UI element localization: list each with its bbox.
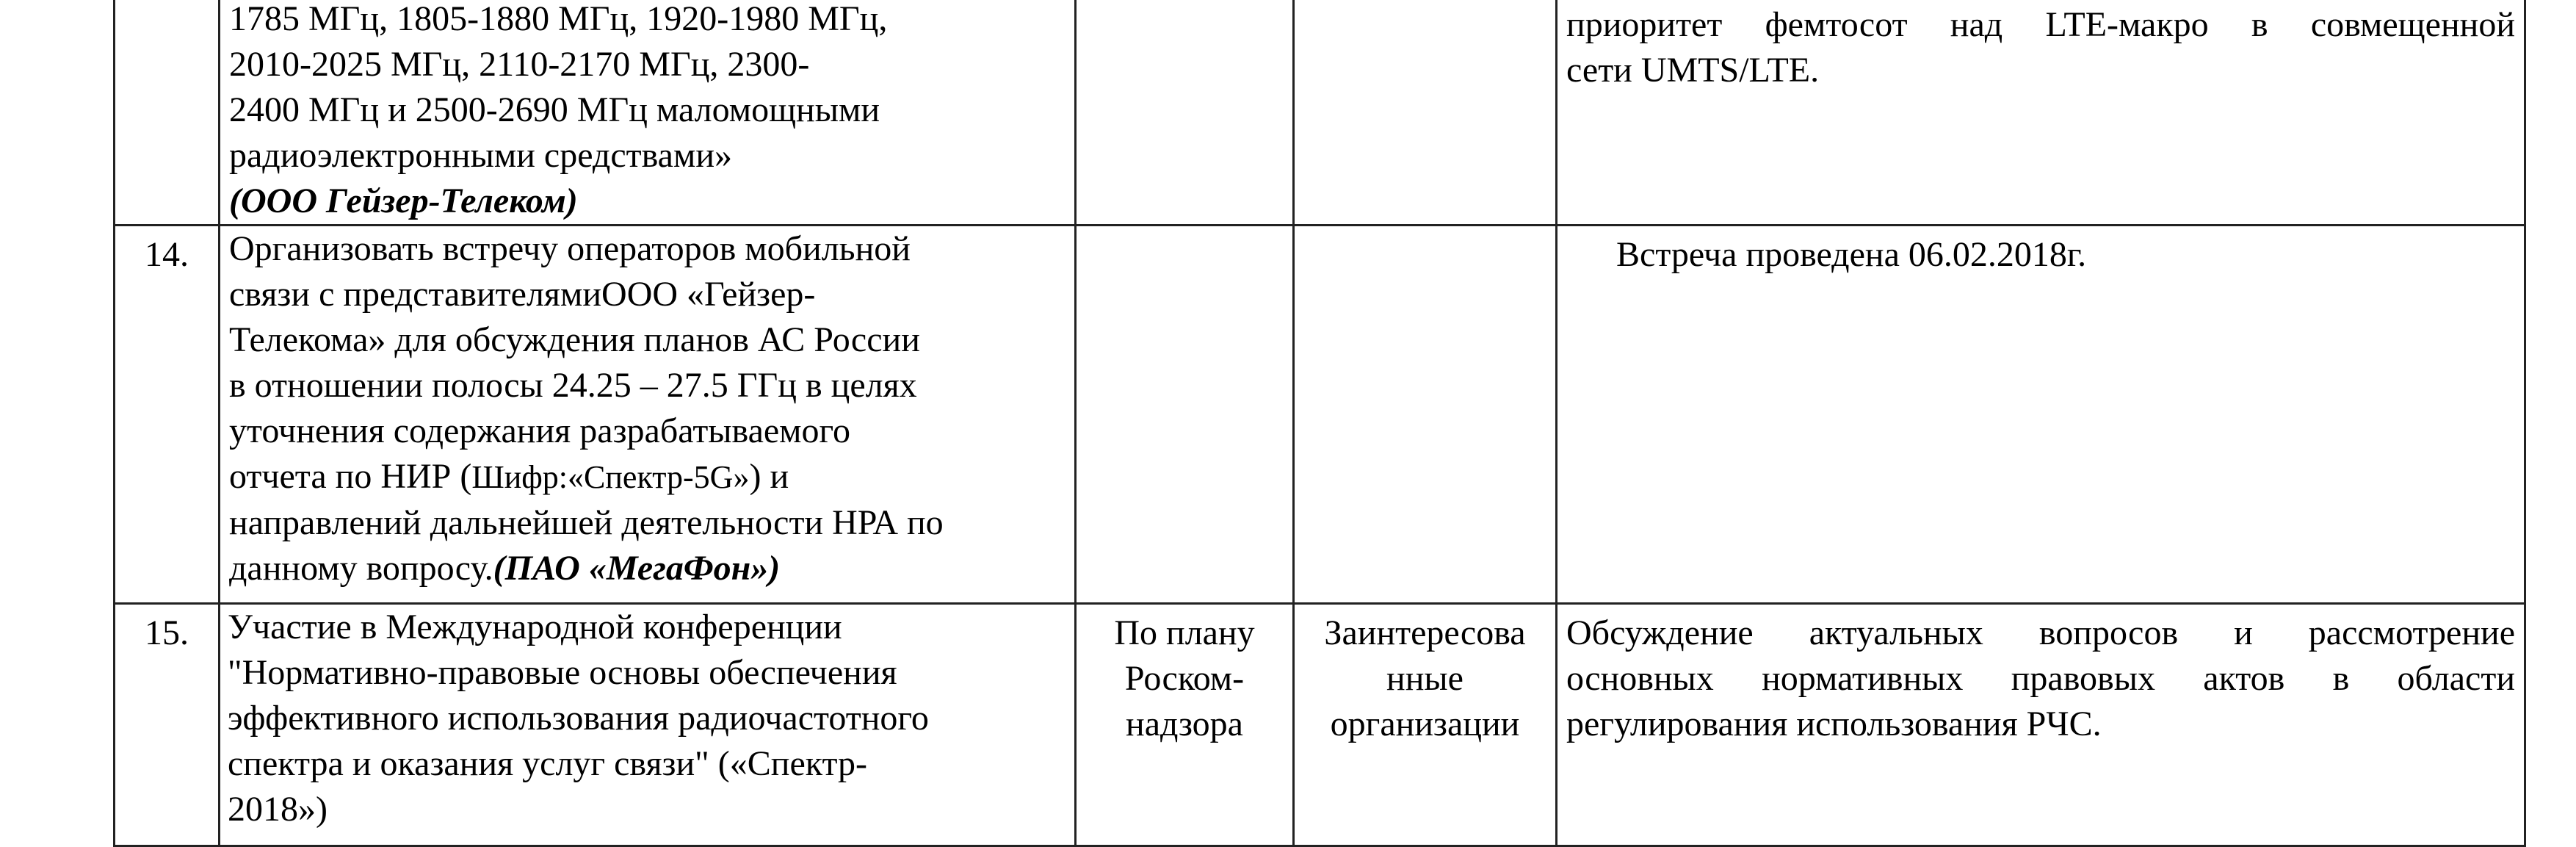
- event-name-fragment: ) и: [749, 457, 789, 496]
- participants-line: организации: [1330, 704, 1520, 743]
- event-name-line: 2400 МГц и 2500-2690 МГц маломощными: [229, 90, 880, 129]
- time-cell: [1076, 226, 1294, 604]
- row-number-cell: [115, 226, 220, 604]
- event-name-line: 2018»): [228, 790, 328, 829]
- meeting-plan-table: [113, 0, 2526, 847]
- participants-line: Заинтересова: [1324, 613, 1526, 652]
- participants-cell: [1294, 0, 1557, 226]
- table-row: [115, 604, 2525, 846]
- result-line: сети UMTS/LTE.: [1566, 51, 1820, 90]
- participants-cell: [1294, 604, 1557, 846]
- event-name-line: радиоэлектронными средствами»: [229, 136, 733, 175]
- event-name-fragment: данному вопросу.: [229, 549, 493, 588]
- table-row: [115, 0, 2525, 226]
- event-name-cell: [220, 226, 1076, 604]
- event-organization: (ПАО «МегаФон»): [493, 549, 781, 588]
- time-cell: [1076, 604, 1294, 846]
- event-name-line: связи с представителямиООО «Гейзер-: [229, 275, 816, 314]
- event-name-line: [229, 454, 1066, 500]
- event-name-line: 2010-2025 МГц, 2110-2170 МГц, 2300-: [229, 45, 810, 84]
- event-organization: (ООО Гейзер-Телеком): [229, 181, 578, 220]
- event-name-line: в отношении полосы 24.25 – 27.5 ГГц в целях: [229, 366, 917, 405]
- event-name-cell: [220, 0, 1076, 226]
- row-number-cell: [115, 604, 220, 846]
- row-number: 15.: [145, 613, 189, 652]
- table-row: [115, 226, 2525, 604]
- result-line: приоритет фемтосот над LTE-макро в совмещенной: [1566, 5, 2515, 44]
- event-name-cell: [220, 604, 1076, 846]
- result-text: Встреча проведена 06.02.2018г.: [1616, 235, 2087, 274]
- event-name-line: уточнения содержания разрабатываемого: [229, 411, 851, 450]
- event-name-fragment: отчета по НИР (: [229, 457, 472, 496]
- event-name-line: эффективного использования радиочастотного: [228, 699, 929, 738]
- event-name-line: спектра и оказания услуг связи" («Спектр-: [228, 744, 867, 783]
- result-line: основных нормативных правовых актов в области: [1566, 659, 2515, 698]
- event-name-line: Телекома» для обсуждения планов АС России: [229, 320, 920, 359]
- event-name-line: направлений дальнейшей деятельности НРА по: [229, 503, 944, 542]
- result-line: регулирования использования РЧС.: [1566, 704, 2102, 743]
- row-number-cell: [115, 0, 220, 226]
- project-cipher: Шифр:«Спектр-5G»: [471, 459, 750, 495]
- event-name-line: "Нормативно-правовые основы обеспечения: [228, 653, 897, 692]
- event-name-line: [229, 546, 1066, 591]
- event-name-line: Организовать встречу операторов мобильной: [229, 229, 911, 268]
- result-cell: [1557, 226, 2525, 604]
- result-line: Обсуждение актуальных вопросов и рассмотрение: [1566, 613, 2515, 652]
- participants-cell: [1294, 226, 1557, 604]
- time-cell: [1076, 0, 1294, 226]
- participants-line: нные: [1386, 659, 1464, 698]
- time-line: Роском-: [1124, 659, 1245, 698]
- result-cell: [1557, 604, 2525, 846]
- event-name-line: Участие в Международной конференции: [228, 608, 842, 646]
- result-cell: [1557, 0, 2525, 226]
- event-name-line: 1785 МГц, 1805-1880 МГц, 1920-1980 МГц,: [229, 0, 888, 38]
- time-line: По плану: [1114, 613, 1255, 652]
- row-number: 14.: [145, 235, 189, 274]
- time-line: надзора: [1126, 704, 1243, 743]
